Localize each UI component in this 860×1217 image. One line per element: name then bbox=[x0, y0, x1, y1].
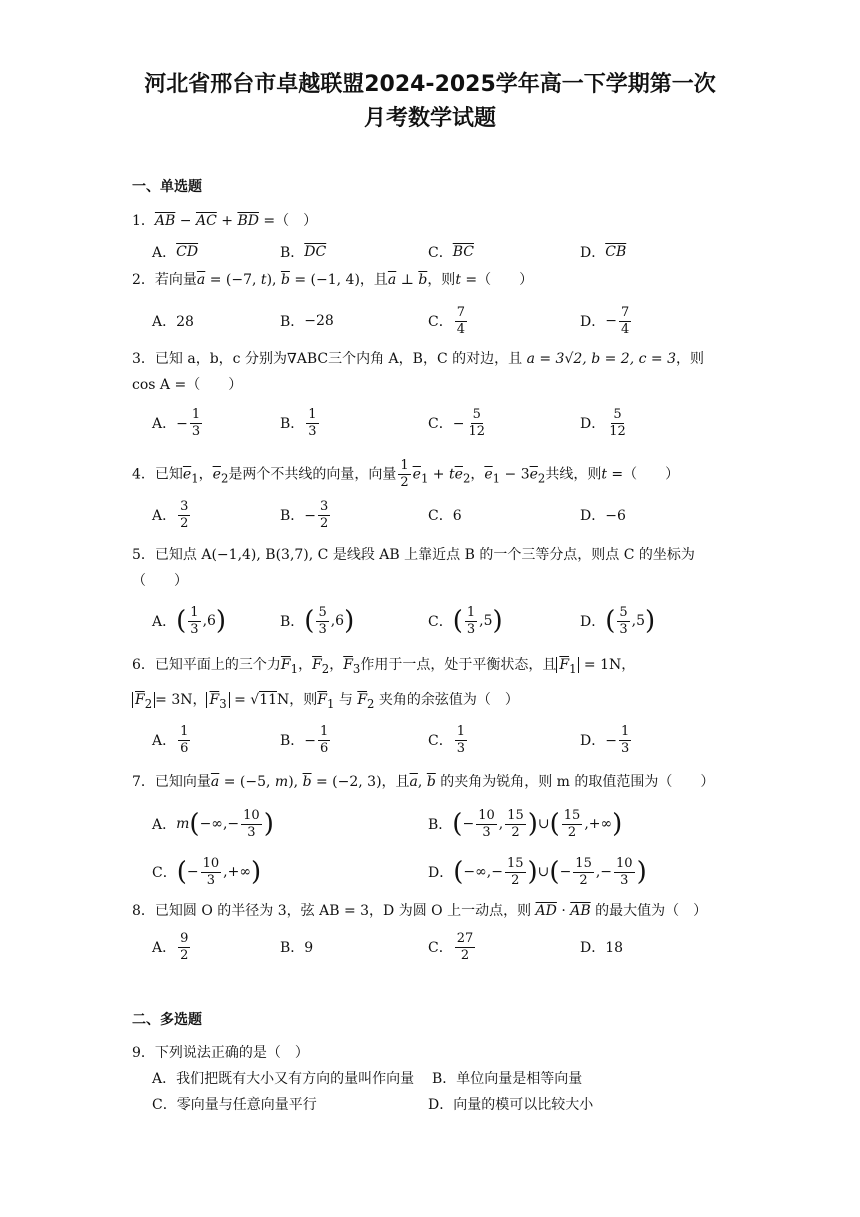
option-a[interactable]: A．− $\frac{1}{3}$ bbox=[152, 406, 201, 439]
option-b[interactable]: B． $\frac{1}{3}$ bbox=[280, 406, 317, 439]
option-d[interactable]: D． − $\frac{7}{4}$ bbox=[580, 304, 630, 337]
option-b[interactable]: B．− $\frac{1}{6}$ bbox=[280, 723, 329, 756]
option-b[interactable]: B．− $\frac{3}{2}$ bbox=[280, 498, 329, 531]
option-b[interactable]: B． $\overline{DC}$ bbox=[280, 244, 327, 261]
option-c[interactable]: C． ( $\frac{1}{3}$ ,5 ) bbox=[428, 604, 503, 637]
section-multi-choice: 二、多选题 bbox=[132, 1012, 202, 1028]
option-b[interactable]: B．9 bbox=[280, 940, 314, 956]
question-7-options-cd bbox=[152, 852, 712, 892]
question-4-options bbox=[152, 495, 712, 535]
option-b[interactable]: B． −28 bbox=[280, 313, 334, 330]
section-single-choice: 一、单选题 bbox=[132, 179, 202, 195]
question-2: 2．若向量$\overline{a} = (-7$, t), $\overline{b} = (-1$, 4)，且$\overline{a}$ ⊥ $\overline{b}$，则t =（ ） bbox=[132, 272, 534, 288]
question-6: 6．已知平面上的三个力$\overline{F}_1$，$\overline{F}_2$，$\overline{F}_3$作用于一点，处于平衡状态，且 $\overline{F}_1 = 1N$， bbox=[132, 657, 636, 676]
option-b[interactable]: B．单位向量是相等向量 bbox=[432, 1071, 583, 1087]
option-d[interactable]: D．− $\frac{1}{3}$ bbox=[580, 723, 630, 756]
title-line-1: 河北省邢台市卓越联盟2024-2025学年高一下学期第一次 bbox=[144, 72, 716, 97]
option-c[interactable]: C． $\overline{BC}$ bbox=[428, 244, 474, 261]
option-c[interactable]: C．零向量与任意向量平行 bbox=[152, 1097, 317, 1113]
question-5-line2: （ ） bbox=[132, 573, 188, 589]
option-b[interactable]: B． ( $\frac{5}{3}$ ,6 ) bbox=[280, 604, 355, 637]
option-a[interactable]: A．我们把既有大小又有方向的量叫作向量 bbox=[152, 1071, 415, 1087]
question-1: 1．$\overline{AB} - \overline{AC} + \overline{BD}$ =（ ） bbox=[132, 213, 318, 229]
question-9-options-cd bbox=[152, 1095, 752, 1115]
title-line-2: 月考数学试题 bbox=[363, 106, 496, 131]
question-6-line2: $\overline{F}_2 = 3N$， $\overline{F}_3 = √11N$，则$\overline{F}_1$ 与 $\overline{F}_2$ 夹角的余弦值为（ ） bbox=[132, 690, 732, 714]
question-3: 3．已知 a，b，c 分别为∇ABC三个内角 A，B，C 的对边，且 a = 3√2, b = 2, c = 3，则 bbox=[132, 351, 704, 367]
question-7: 7．已知向量$\overline{a} = (-5$, m), $\overline{b} = (-2$, 3)，且$\overline{a}$, $\overline{b}$ 的夹角为锐角，则 m 的取值范围为（ ） bbox=[132, 774, 715, 790]
option-d[interactable]: D．−6 bbox=[580, 508, 626, 524]
option-d[interactable]: D． $\frac{5}{12}$ bbox=[580, 406, 626, 439]
option-a[interactable]: A． $\frac{9}{2}$ bbox=[152, 930, 189, 963]
option-a[interactable]: A． m ( −∞,− $\frac{10}{3}$ ) bbox=[152, 807, 274, 840]
option-c[interactable]: C． $\frac{7}{4}$ bbox=[428, 304, 465, 337]
question-9: 9．下列说法正确的是（ ） bbox=[132, 1045, 309, 1061]
question-2-options bbox=[152, 301, 712, 341]
question-9-options-ab bbox=[152, 1069, 752, 1089]
question-3-options bbox=[152, 403, 712, 443]
exam-title bbox=[100, 68, 760, 136]
option-b[interactable]: B． ( − $\frac{10}{3}$ , $\frac{15}{2}$ ) ∪ ( $\frac{15}{2}$ ,+∞ ) bbox=[428, 807, 623, 840]
option-d[interactable]: D． ( −∞,− $\frac{15}{2}$ ) ∪ ( − $\frac{15}{2}$ ,− $\frac{10}{3}$ ) bbox=[428, 855, 647, 888]
option-d[interactable]: D． $\overline{CB}$ bbox=[580, 244, 627, 261]
question-8: 8．已知圆 O 的半径为 3，弦 AB = 3，D 为圆 O 上一动点，则 $\overline{AD} \cdot \overline{AB}$ 的最大值为（ ） bbox=[132, 903, 708, 919]
option-d[interactable]: D．18 bbox=[580, 940, 624, 956]
question-7-options-ab bbox=[152, 804, 712, 844]
question-3-line2: cos A =（ ） bbox=[132, 377, 243, 393]
question-4: 4．已知$\overline{e}_1$，$\overline{e}_2$是两个不共线的向量，向量 $\frac{1}{2}$ $\overline{e}_1 + t\overline{e}_2$，$\overline{e}_1 - 3\overline{e}_2$共线，则t =（ ） bbox=[132, 458, 680, 490]
option-a[interactable]: A． $\frac{3}{2}$ bbox=[152, 498, 189, 531]
question-5-options bbox=[152, 601, 712, 641]
question-1-options bbox=[152, 232, 712, 272]
option-d[interactable]: D．向量的模可以比较大小 bbox=[428, 1097, 594, 1113]
option-c[interactable]: C． $\frac{27}{2}$ bbox=[428, 930, 474, 963]
question-8-options bbox=[152, 927, 712, 967]
option-c[interactable]: C． ( − $\frac{10}{3}$ ,+∞ ) bbox=[152, 855, 262, 888]
option-c[interactable]: C． $\frac{1}{3}$ bbox=[428, 723, 465, 756]
option-a[interactable]: A．28 bbox=[152, 314, 194, 330]
option-c[interactable]: C．− $\frac{5}{12}$ bbox=[428, 406, 485, 439]
option-a[interactable]: A． $\frac{1}{6}$ bbox=[152, 723, 189, 756]
option-d[interactable]: D． ( $\frac{5}{3}$ ,5 ) bbox=[580, 604, 656, 637]
question-5: 5．已知点 A(−1,4), B(3,7), C 是线段 AB 上靠近点 B 的一个三等分点，则点 C 的坐标为 bbox=[132, 547, 695, 563]
option-a[interactable]: A． $\overline{CD}$ bbox=[152, 244, 199, 261]
question-6-options bbox=[152, 720, 712, 760]
option-c[interactable]: C．6 bbox=[428, 508, 462, 524]
option-a[interactable]: A． ( $\frac{1}{3}$ ,6 ) bbox=[152, 604, 227, 637]
